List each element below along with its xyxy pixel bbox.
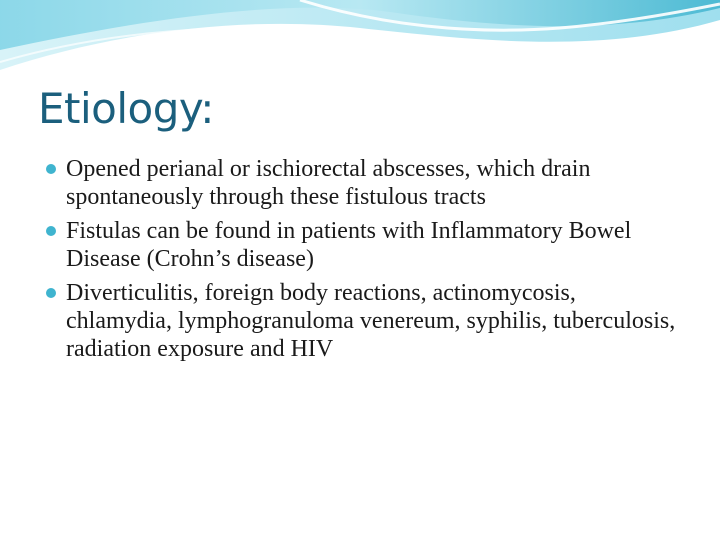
bullet-list (44, 155, 684, 369)
bullet-dot-icon (46, 288, 56, 298)
list-item (44, 217, 684, 273)
wave-header-decoration (0, 0, 720, 90)
bullet-text: Opened perianal or ischiorectal abscesses, which drain spontaneously through these fistulous tracts (66, 156, 591, 210)
bullet-text: Fistulas can be found in patients with Inflammatory Bowel Disease (Crohn’s disease) (66, 218, 632, 272)
slide-title: Etiology: (38, 84, 214, 133)
bullet-text: Diverticulitis, foreign body reactions, actinomycosis, chlamydia, lymphogranuloma venereum, syphilis, tuberculosis, radiation exposure and HIV (66, 280, 676, 362)
list-item (44, 155, 684, 211)
bullet-dot-icon (46, 164, 56, 174)
bullet-dot-icon (46, 226, 56, 236)
list-item (44, 279, 684, 363)
